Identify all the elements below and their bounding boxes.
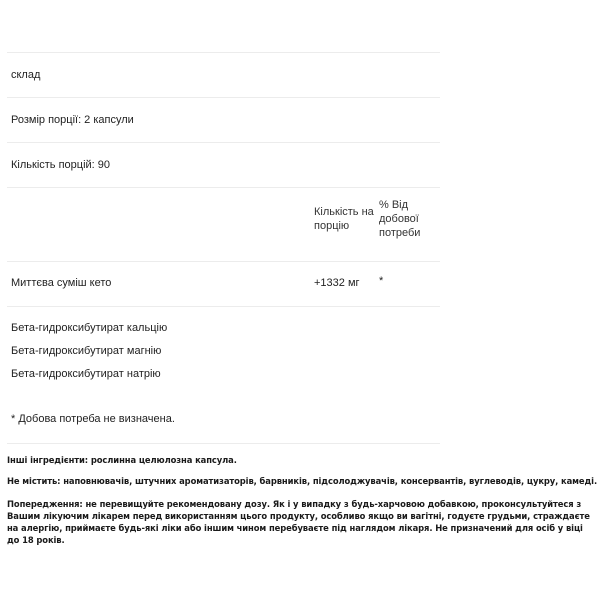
section-title: склад bbox=[11, 69, 41, 81]
sub-ingredient: Бета-гидроксибутират натрію bbox=[11, 368, 161, 380]
sub-ingredient: Бета-гидроксибутират кальцію bbox=[11, 322, 168, 334]
ingredient-amount: +1332 мг bbox=[314, 277, 360, 289]
serving-size: Розмір порції: 2 капсули bbox=[11, 114, 134, 126]
does-not-contain: Не містить: наповнювачів, штучних ароматизаторів, барвників, підсолоджувачів, консервантів, вуглеводів, цукру, камеді. bbox=[7, 476, 598, 486]
ingredient-name: Миттєва суміш кето bbox=[11, 277, 112, 289]
servings-per-container: Кількість порцій: 90 bbox=[11, 159, 111, 171]
table-header-row bbox=[7, 187, 440, 261]
table-row bbox=[7, 261, 440, 306]
footnote-divider bbox=[7, 443, 440, 444]
supplement-facts-table bbox=[7, 52, 440, 444]
daily-value-footnote: * Добова потреба не визначена. bbox=[11, 413, 175, 425]
section-title-row bbox=[7, 52, 440, 97]
column-header-daily-value: % Від добової потреби bbox=[379, 199, 421, 239]
servings-per-container-row bbox=[7, 142, 440, 187]
warning-text: Попередження: не перевищуйте рекомендовану дозу. Як і у випадку з будь-харчовою добавкою, проконсультуйтеся з Вашим лікуючим лікарем перед використанням цього продукту, особливо якщо ви вагітні, годуєте грудьми, страждаєте на алергію, приймаєте будь-які ліки або іншим чином перебуваєте під наглядом лікаря. Не призначений для осіб у віці до 18 років. bbox=[7, 499, 590, 545]
serving-size-row bbox=[7, 97, 440, 142]
column-header-amount: Кількість на порцію bbox=[314, 206, 374, 232]
sub-ingredient: Бета-гидроксибутират магнію bbox=[11, 345, 162, 357]
ingredient-daily-value: * bbox=[379, 275, 384, 287]
other-ingredients: Інші інгредієнти: рослинна целюлозна капсула. bbox=[7, 455, 237, 465]
